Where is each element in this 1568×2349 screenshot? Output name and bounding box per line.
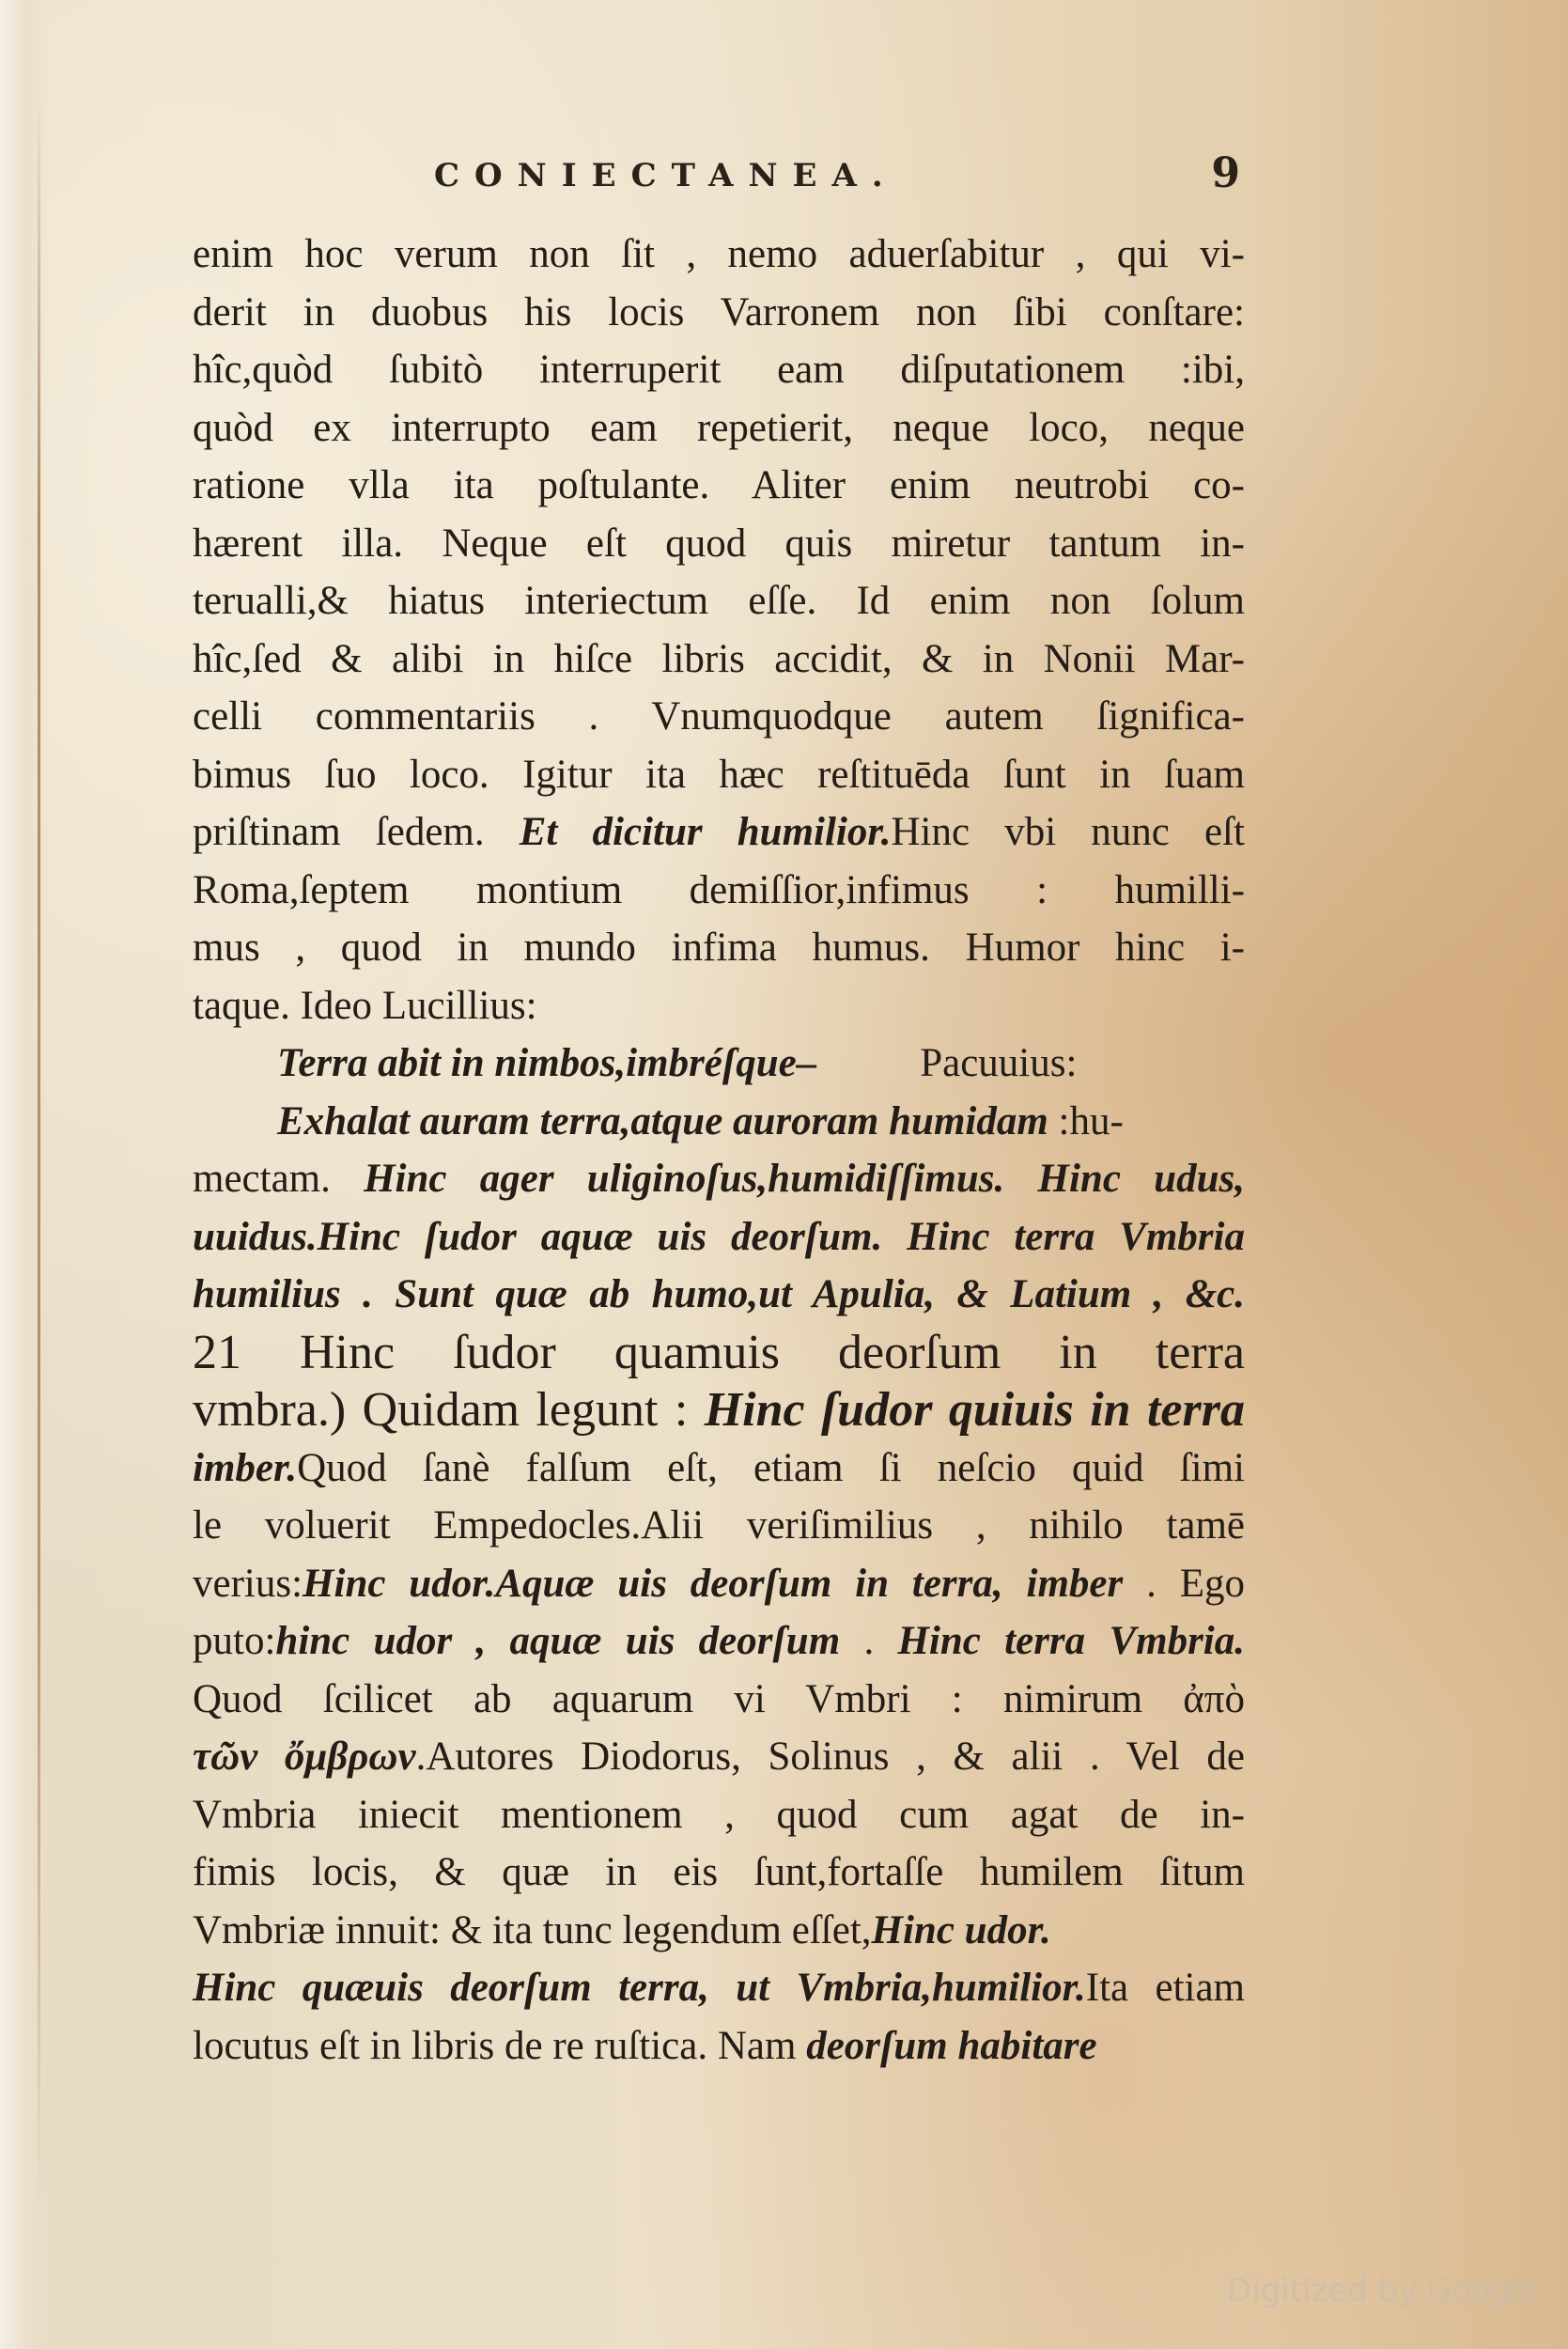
text-segment: fimis locis, & quæ in eis ſunt,fortaſſe humilem ſitum	[193, 1850, 1245, 1894]
text-line	[193, 515, 1245, 573]
text-line	[193, 688, 1245, 746]
text-segment: Pacuuius:	[920, 1041, 1078, 1085]
text-line	[193, 1843, 1245, 1902]
italic-quotation: Et dicitur humilior.	[519, 810, 892, 854]
italic-quotation: Hinc terra Vmbria.	[897, 1619, 1246, 1663]
text-segment: bimus ſuo loco. Igitur ita hæc reſtituēda ſunt in ſuam	[193, 752, 1245, 797]
body-text	[193, 226, 1245, 2075]
text-line	[193, 284, 1245, 342]
text-line	[193, 862, 1245, 920]
running-head	[188, 149, 1240, 211]
text-line	[193, 226, 1245, 284]
text-segment: quòd ex interrupto eam repetierit, neque loco, neque	[193, 405, 1245, 450]
text-segment: Roma,ſeptem montium demiſſior,infimus : humilli-	[193, 867, 1245, 912]
text-line	[193, 1324, 1245, 1382]
text-line	[193, 1208, 1245, 1267]
italic-quotation: Hinc udor.Aquæ uis deorſum in terra, imber	[303, 1561, 1124, 1606]
text-segment: terualli,& hiatus interiectum eſſe. Id enim non ſolum	[193, 579, 1245, 623]
italic-quotation: imber.	[193, 1445, 298, 1490]
text-line	[193, 1671, 1245, 1729]
spine-shadow	[0, 0, 49, 2349]
binding-edge	[38, 94, 40, 2208]
text-segment: taque. Ideo Lucillius:	[193, 983, 537, 1028]
page-number: 9	[1211, 149, 1240, 197]
text-segment: le voluerit Empedocles.Alii veriſimilius , nihilo tamē	[193, 1503, 1245, 1548]
text-segment: derit in duobus his locis Varronem non ſibi conſtare:	[193, 289, 1245, 334]
text-segment: priſtinam ſedem.	[193, 810, 520, 854]
text-line	[193, 457, 1245, 515]
text-segment: .Autores Diodorus, Solinus , & alii . Vel de	[415, 1735, 1245, 1779]
text-line	[193, 1902, 1245, 1960]
text-line	[193, 1497, 1245, 1555]
text-segment: mus , quod in mundo infima humus. Humor hinc i-	[193, 926, 1245, 970]
text-line	[193, 1266, 1245, 1324]
italic-quotation: Hinc udor.	[871, 1907, 1051, 1952]
text-segment: Quod ſanè falſum eſt, etiam ſi neſcio quid ſimi	[297, 1445, 1245, 1490]
text-line	[193, 1728, 1245, 1786]
italic-quotation: Exhalat auram terra,atque auroram humidam	[277, 1098, 1048, 1143]
text-line	[193, 399, 1245, 458]
text-line	[193, 1150, 1245, 1208]
running-head-title: CONIECTANEA.	[434, 157, 898, 194]
text-line	[193, 919, 1245, 977]
text-segment: ratione vlla ita poſtulante. Aliter enim neutrobi co-	[193, 463, 1245, 507]
italic-quotation: deorſum habitare	[806, 2023, 1097, 2068]
text-line	[193, 1959, 1245, 2017]
text-segment: hîc,quòd ſubitò interruperit eam diſputationem :ibi,	[193, 348, 1245, 392]
italic-quotation: humilius . Sunt quæ ab humo,ut Apulia, & Latium , &c.	[193, 1272, 1245, 1316]
text-segment: verius:	[193, 1561, 303, 1606]
text-line	[193, 1034, 1245, 1093]
text-segment: .	[840, 1619, 898, 1663]
text-segment: hîc,ſed & alibi in hiſce libris accidit, & in Nonii Mar-	[193, 636, 1245, 681]
text-segment: :hu-	[1048, 1098, 1124, 1143]
text-line	[193, 1612, 1245, 1671]
text-segment: 21 Hinc ſudor quamuis deorſum in terra	[193, 1325, 1245, 1379]
text-line	[193, 977, 1245, 1035]
italic-quotation: Hinc ager uliginoſus,humidiſſimus. Hinc udus,	[364, 1157, 1245, 1201]
text-segment: Hinc vbi nunc eſt	[891, 810, 1245, 854]
text-line	[193, 2017, 1245, 2076]
text-segment: celli commentariis . Vnumquodque autem ſignifica-	[193, 694, 1245, 739]
text-segment: locutus eſt in libris de re ruſtica. Nam	[193, 2023, 807, 2068]
text-line	[193, 1439, 1245, 1498]
text-line	[193, 1093, 1245, 1151]
italic-quotation: Terra abit in nimbos,imbréſque–	[277, 1041, 817, 1085]
italic-quotation: uuidus.Hinc ſudor aquæ uis deorſum. Hinc terra Vmbria	[193, 1214, 1245, 1259]
text-segment: Vmbria iniecit mentionem , quod cum agat de in-	[193, 1792, 1245, 1837]
text-line	[193, 803, 1245, 862]
text-segment: Ita etiam	[1085, 1966, 1245, 2010]
text-line	[193, 746, 1245, 804]
italic-quotation: Hinc ſudor quiuis in terra	[704, 1383, 1245, 1437]
text-segment: puto:	[193, 1619, 276, 1663]
text-line	[193, 572, 1245, 630]
text-line	[193, 1381, 1245, 1439]
text-segment: vmbra.)	[193, 1383, 363, 1437]
digitization-watermark: Digitized by Google	[1227, 2272, 1540, 2310]
text-segment: enim hoc verum non ſit , nemo aduerſabitur , qui vi-	[193, 232, 1245, 276]
text-segment: . Ego	[1123, 1561, 1245, 1606]
text-line	[193, 341, 1245, 399]
text-segment: Quidam legunt :	[362, 1383, 705, 1437]
text-line	[193, 1555, 1245, 1613]
italic-quotation: τῶν ὄμβρων	[193, 1735, 416, 1779]
italic-quotation: hinc udor , aquæ uis deorſum	[275, 1619, 841, 1663]
italic-quotation: Hinc quæuis deorſum terra, ut Vmbria,humilior.	[193, 1966, 1086, 2010]
text-segment: Quod ſcilicet ab aquarum vi Vmbri : nimirum ἀπὸ	[193, 1676, 1245, 1721]
text-segment: hærent illa. Neque eſt quod quis miretur tantum in-	[193, 521, 1245, 566]
text-segment: Vmbriæ innuit: & ita tunc legendum eſſet,	[193, 1907, 872, 1952]
text-segment: mectam.	[193, 1157, 365, 1201]
text-line	[193, 630, 1245, 689]
text-line	[193, 1786, 1245, 1844]
